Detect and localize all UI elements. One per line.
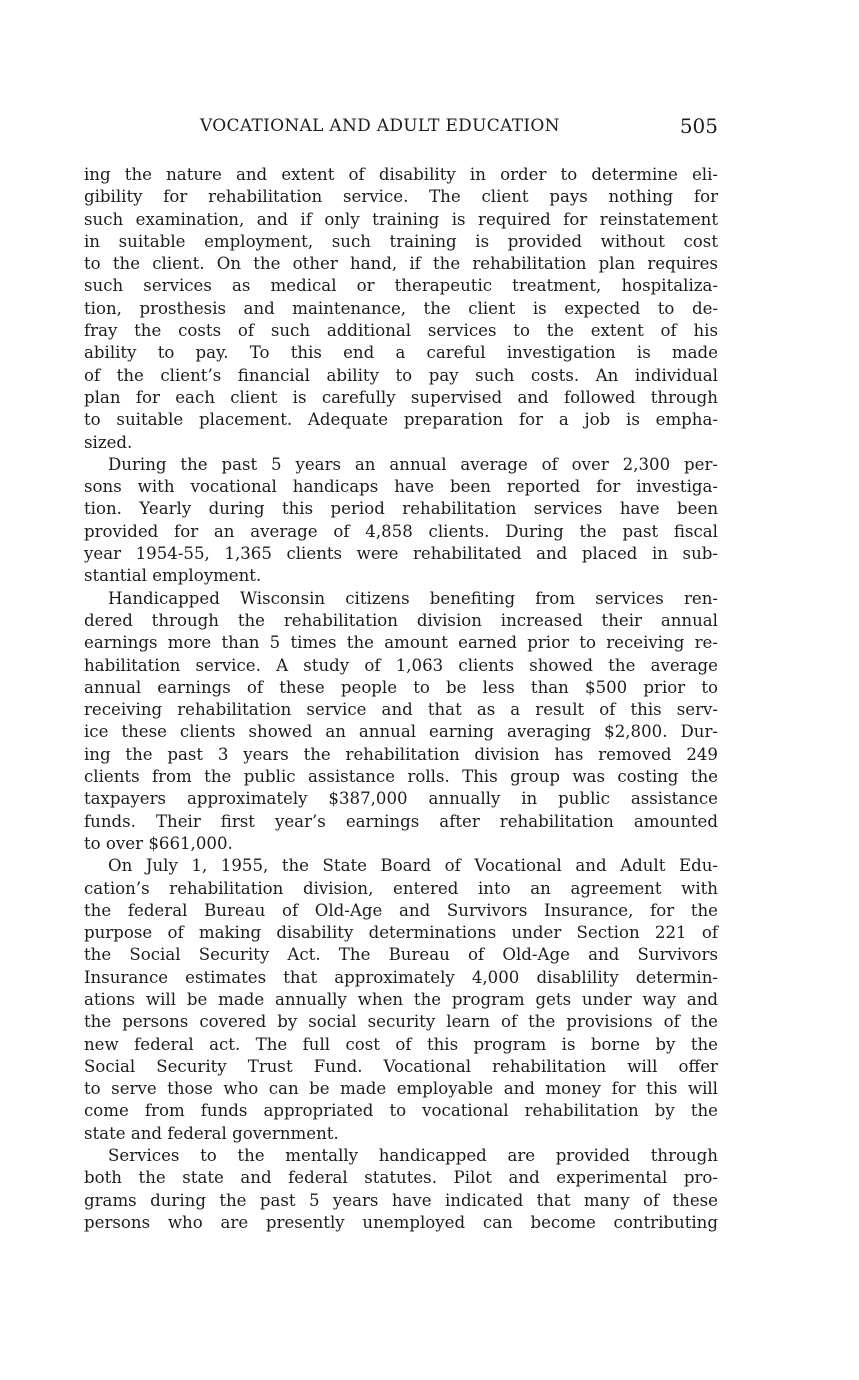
- text-line: During the past 5 years an annual average of over 2,300 per-: [108, 454, 718, 474]
- text-line: Social Security Trust Fund. Vocational rehabilitation will offer: [84, 1056, 718, 1076]
- text-line: earnings more than 5 times the amount earned prior to receiving re-: [84, 633, 718, 653]
- text-line: stantial employment.: [84, 566, 262, 586]
- text-line: sized.: [84, 432, 133, 452]
- text-line: grams during the past 5 years have indicated that many of these: [84, 1190, 718, 1210]
- text-line: dered through the rehabilitation division increased their annual: [84, 610, 718, 630]
- text-line: fray the costs of such additional services to the extent of his: [84, 321, 718, 341]
- text-line: the persons covered by social security learn of the provisions of the: [84, 1012, 718, 1032]
- text-line: annual earnings of these people to be less than $500 prior to: [84, 677, 718, 697]
- text-line: both the state and federal statutes. Pilot and experimental pro-: [84, 1168, 718, 1188]
- text-line: ability to pay. To this end a careful investigation is made: [84, 343, 718, 363]
- text-line: cation’s rehabilitation division, entered into an agreement with: [84, 878, 718, 898]
- text-line: tion. Yearly during this period rehabilitation services have been: [84, 499, 718, 519]
- text-line: Handicapped Wisconsin citizens benefiting from services ren-: [108, 588, 718, 608]
- text-line: provided for an average of 4,858 clients. During the past fiscal: [84, 521, 718, 541]
- body-text: [84, 164, 718, 1234]
- text-line: clients from the public assistance rolls. This group was costing the: [84, 767, 718, 787]
- text-line: the Social Security Act. The Bureau of Old-Age and Survivors: [84, 945, 718, 965]
- text-line: in suitable employment, such training is provided without cost: [84, 231, 718, 251]
- text-line: such services as medical or therapeutic treatment, hospitaliza-: [84, 276, 718, 296]
- running-head: [84, 116, 718, 140]
- text-line: such examination, and if only training is required for reinstatement: [84, 209, 718, 229]
- text-line: Services to the mentally handicapped are provided through: [108, 1146, 718, 1166]
- text-line: gibility for rehabilitation service. The client pays nothing for: [84, 187, 718, 207]
- text-line: to serve those who can be made employable and money for this will: [84, 1079, 718, 1099]
- text-line: ice these clients showed an annual earning averaging $2,800. Dur-: [84, 722, 718, 742]
- text-line: to over $661,000.: [84, 833, 233, 853]
- text-line: habilitation service. A study of 1,063 clients showed the average: [84, 655, 718, 675]
- text-line: ing the nature and extent of disability in order to determine eli-: [84, 165, 718, 184]
- text-line: ations will be made annually when the program gets under way and: [84, 989, 718, 1009]
- text-line: to the client. On the other hand, if the rehabilitation plan requires: [84, 254, 718, 274]
- running-title: VOCATIONAL AND ADULT EDUCATION: [200, 116, 560, 136]
- text-line: year 1954-55, 1,365 clients were rehabilitated and placed in sub-: [84, 544, 718, 564]
- text-line: of the client’s financial ability to pay such costs. An individual: [84, 365, 718, 385]
- text-line: tion, prosthesis and maintenance, the client is expected to de-: [84, 298, 718, 318]
- text-line: ing the past 3 years the rehabilitation division has removed 249: [84, 744, 718, 764]
- text-line: new federal act. The full cost of this program is borne by the: [84, 1034, 718, 1054]
- text-line: to suitable placement. Adequate preparation for a job is empha-: [84, 410, 718, 430]
- text-line: plan for each client is carefully supervised and followed through: [84, 387, 718, 407]
- text-line: funds. Their first year’s earnings after rehabilitation amounted: [84, 811, 718, 831]
- text-line: On July 1, 1955, the State Board of Vocational and Adult Edu-: [108, 856, 718, 876]
- text-line: sons with vocational handicaps have been reported for investiga-: [84, 477, 718, 497]
- text-line: persons who are presently unemployed can become contributing: [84, 1212, 718, 1232]
- text-line: the federal Bureau of Old-Age and Survivors Insurance, for the: [84, 900, 718, 920]
- text-line: come from funds appropriated to vocational rehabilitation by the: [84, 1101, 718, 1121]
- text-line: receiving rehabilitation service and that as a result of this serv-: [84, 700, 718, 720]
- text-line: purpose of making disability determinations under Section 221 of: [84, 923, 718, 943]
- text-line: Insurance estimates that approximately 4,000 disablility determin-: [84, 967, 718, 987]
- text-line: state and federal government.: [84, 1123, 339, 1143]
- text-line: taxpayers approximately $387,000 annually in public assistance: [84, 789, 718, 809]
- page-number: 505: [679, 114, 718, 138]
